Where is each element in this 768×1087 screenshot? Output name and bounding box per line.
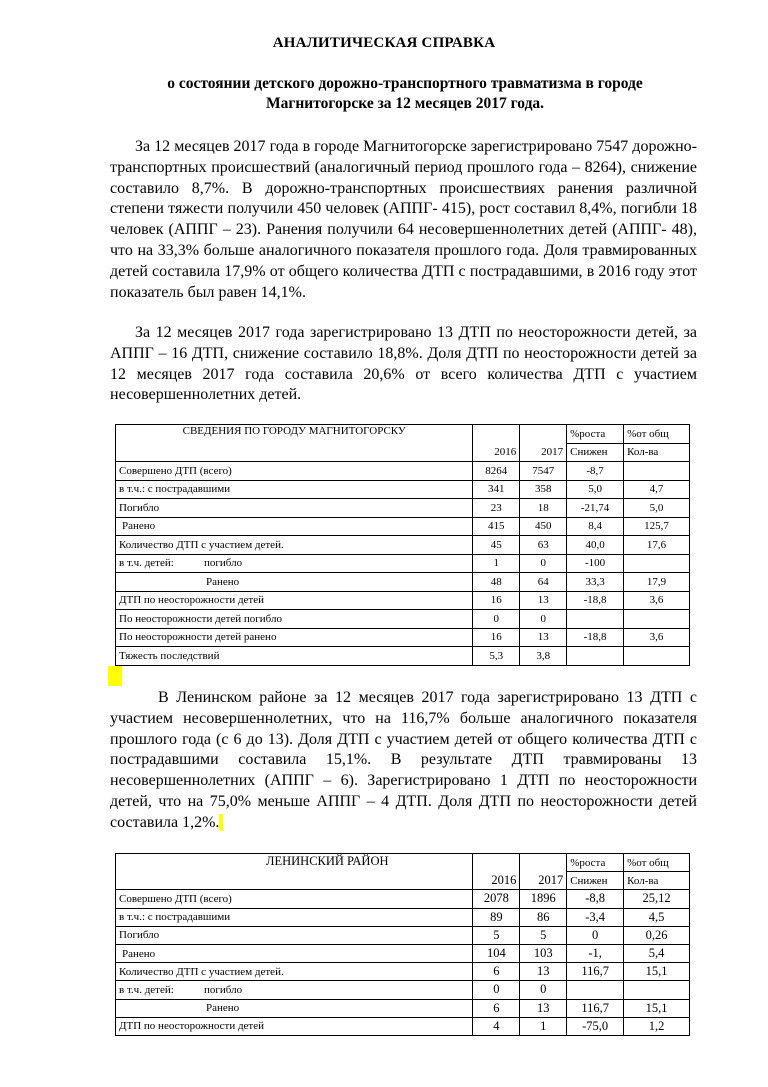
value-growth: 33,3	[567, 573, 624, 592]
header-growth-bottom: Снижен	[567, 872, 624, 890]
table-row	[116, 628, 690, 647]
row-label: Количество ДТП с участием детей.	[116, 963, 473, 981]
value-2017: 0	[520, 981, 567, 999]
header-share-top: %от общ	[624, 425, 690, 444]
value-growth: -21,74	[567, 499, 624, 518]
table-row	[116, 908, 690, 926]
row-label: Погибло	[116, 926, 473, 944]
table-row	[116, 647, 690, 666]
row-label: Погибло	[116, 499, 473, 518]
value-2017: 1896	[520, 890, 567, 908]
row-label-text: погибло	[204, 983, 243, 996]
header-share-bottom: Кол-ва	[624, 872, 690, 890]
row-label: По неосторожности детей погибло	[116, 610, 473, 629]
value-2017: 13	[520, 999, 567, 1017]
value-2016: 6	[473, 963, 520, 981]
header-growth-top: %роста	[567, 854, 624, 872]
value-growth: -18,8	[567, 628, 624, 647]
table-row	[116, 890, 690, 908]
value-2017: 18	[520, 499, 567, 518]
value-growth: -18,8	[567, 591, 624, 610]
subtitle-line-1: о состоянии детского дорожно-транспортного травматизма в городе	[167, 75, 643, 92]
row-label-prefix: в т.ч. детей:	[119, 557, 174, 570]
value-2016: 48	[473, 573, 520, 592]
table-row	[116, 981, 690, 999]
value-share: 1,2	[624, 1017, 690, 1035]
value-share: 4,5	[624, 908, 690, 926]
row-label: в т.ч.: с пострадавшими	[116, 480, 473, 499]
value-growth: 8,4	[567, 517, 624, 536]
header-share-top: %от общ	[624, 854, 690, 872]
value-2016: 16	[473, 591, 520, 610]
header-2016: 2016	[473, 443, 520, 462]
document-title: АНАЛИТИЧЕСКАЯ СПРАВКА	[272, 35, 496, 51]
row-label	[116, 554, 473, 573]
value-2017: 86	[520, 908, 567, 926]
value-growth: -3,4	[567, 908, 624, 926]
value-growth	[567, 610, 624, 629]
value-share	[624, 462, 690, 481]
value-2016: 5,3	[473, 647, 520, 666]
city-stats-table	[115, 424, 690, 666]
value-2016: 1	[473, 554, 520, 573]
value-2017: 13	[520, 963, 567, 981]
table-row	[116, 610, 690, 629]
header-2017: 2017	[520, 443, 567, 462]
value-2016: 2078	[473, 890, 520, 908]
value-growth: -1,	[567, 944, 624, 962]
row-label: ДТП по неосторожности детей	[116, 1017, 473, 1035]
value-2017: 3,8	[520, 647, 567, 666]
value-share	[624, 610, 690, 629]
table-row	[116, 963, 690, 981]
value-growth: -75,0	[567, 1017, 624, 1035]
value-2017: 0	[520, 554, 567, 573]
value-2017: 13	[520, 628, 567, 647]
highlight-mark-end	[219, 814, 223, 831]
table-row	[116, 554, 690, 573]
header-growth-top: %роста	[567, 425, 624, 444]
table-row	[116, 499, 690, 518]
row-label: Ранено	[116, 999, 473, 1017]
header-2016: 2016	[473, 872, 520, 890]
value-2016: 5	[473, 926, 520, 944]
table-row	[116, 944, 690, 962]
value-2016: 6	[473, 999, 520, 1017]
value-2016: 16	[473, 628, 520, 647]
value-2017: 13	[520, 591, 567, 610]
row-label: Ранено	[116, 944, 473, 962]
table-row	[116, 591, 690, 610]
header-growth-bottom: Снижен	[567, 443, 624, 462]
value-share: 25,12	[624, 890, 690, 908]
value-growth: -100	[567, 554, 624, 573]
value-2017: 64	[520, 573, 567, 592]
value-2016: 341	[473, 480, 520, 499]
value-2016: 104	[473, 944, 520, 962]
value-growth	[567, 647, 624, 666]
value-share: 15,1	[624, 963, 690, 981]
value-2016: 0	[473, 610, 520, 629]
row-label-text: погибло	[204, 557, 243, 570]
paragraph-child-fault: За 12 месяцев 2017 года зарегистрировано 13 ДТП по неосторожности детей, за АППГ – 16 ДТП, снижение составило 18,8%. Доля ДТП по неосторожности детей за 12 месяцев 2017 года составила 20,6% от всего количества ДТП с участием несовершеннолетних детей.	[110, 324, 697, 404]
header-share-bottom: Кол-ва	[624, 443, 690, 462]
table-title: СВЕДЕНИЯ ПО ГОРОДУ МАГНИТОГОРСКУ	[116, 425, 473, 462]
row-label: По неосторожности детей ранено	[116, 628, 473, 647]
table-row	[116, 462, 690, 481]
row-label: в т.ч.: с пострадавшими	[116, 908, 473, 926]
highlight-mark	[108, 666, 122, 686]
row-label: Совершено ДТП (всего)	[116, 890, 473, 908]
value-growth: -8,7	[567, 462, 624, 481]
table-header-row	[116, 854, 690, 872]
table-title: ЛЕНИНСКИЙ РАЙОН	[116, 854, 473, 890]
value-2016: 8264	[473, 462, 520, 481]
value-share: 3,6	[624, 628, 690, 647]
value-share: 5,0	[624, 499, 690, 518]
row-label: Совершено ДТП (всего)	[116, 462, 473, 481]
value-2017: 1	[520, 1017, 567, 1035]
paragraph-city-summary: За 12 месяцев 2017 года в городе Магнитогорске зарегистрировано 7547 дорожно-транспортных происшествий (аналогичный период прошлого года – 8264), снижение составило 8,7%. В дорожно-транспортных происшествиях ранения различной степени тяжести получили 450 человек (АППГ- 415), рост составил 8,4%, погибли 18 человек (АППГ – 23). Ранения получили 64 несовершеннолетних детей (АППГ- 48), что на 33,3% больше аналогичного показателя прошлого года. Доля травмированных детей составила 17,9% от общего количества ДТП с пострадавшими, в 2016 году этот показатель был равен 14,1%.	[110, 138, 697, 301]
value-growth: 40,0	[567, 536, 624, 555]
subtitle-line-2: Магнитогорске за 12 месяцев 2017 года.	[265, 95, 545, 112]
value-share	[624, 554, 690, 573]
row-label: Тяжесть последствий	[116, 647, 473, 666]
value-2017: 7547	[520, 462, 567, 481]
value-2016: 415	[473, 517, 520, 536]
value-2016: 23	[473, 499, 520, 518]
document-subtitle	[110, 74, 700, 114]
value-growth: 0	[567, 926, 624, 944]
value-share: 17,6	[624, 536, 690, 555]
value-share: 15,1	[624, 999, 690, 1017]
value-growth	[567, 981, 624, 999]
row-label: Количество ДТП с участием детей.	[116, 536, 473, 555]
table-row	[116, 480, 690, 499]
value-share: 0,26	[624, 926, 690, 944]
value-growth: 116,7	[567, 963, 624, 981]
row-label: Ранено	[116, 517, 473, 536]
table-row	[116, 999, 690, 1017]
header-2017: 2017	[520, 872, 567, 890]
table-row	[116, 926, 690, 944]
value-share: 5,4	[624, 944, 690, 962]
row-label: Ранено	[116, 573, 473, 592]
row-label-prefix: в т.ч. детей:	[119, 983, 174, 996]
paragraph-district-summary	[110, 688, 697, 834]
value-share: 125,7	[624, 517, 690, 536]
table-row	[116, 536, 690, 555]
value-2017: 0	[520, 610, 567, 629]
value-growth: 5,0	[567, 480, 624, 499]
value-2016: 4	[473, 1017, 520, 1035]
value-share: 3,6	[624, 591, 690, 610]
value-share: 17,9	[624, 573, 690, 592]
row-label: ДТП по неосторожности детей	[116, 591, 473, 610]
value-2016: 45	[473, 536, 520, 555]
value-share	[624, 647, 690, 666]
value-2017: 358	[520, 480, 567, 499]
paragraph-district-text: В Ленинском районе за 12 месяцев 2017 года зарегистрировано 13 ДТП с участием несовершеннолетних, что на 116,7% больше аналогичного показателя прошлого года (с 6 до 13). Доля ДТП с участием детей от общего количества ДТП с пострадавшими составила 15,1%. В результате ДТП травмированы 13 несовершеннолетних (АППГ – 6). Зарегистрировано 1 ДТП по неосторожности детей, что на 75,0% меньше АППГ – 4 ДТП. Доля ДТП по неосторожности детей составила 1,2%.	[110, 689, 697, 831]
table-row	[116, 573, 690, 592]
value-share: 4,7	[624, 480, 690, 499]
table-row	[116, 517, 690, 536]
value-share	[624, 981, 690, 999]
row-label	[116, 981, 473, 999]
value-2017: 450	[520, 517, 567, 536]
value-growth: -8,8	[567, 890, 624, 908]
value-2016: 0	[473, 981, 520, 999]
district-stats-table	[115, 853, 690, 1036]
value-growth: 116,7	[567, 999, 624, 1017]
value-2017: 63	[520, 536, 567, 555]
value-2017: 103	[520, 944, 567, 962]
table-header-row	[116, 425, 690, 444]
value-2017: 5	[520, 926, 567, 944]
table-row	[116, 1017, 690, 1035]
value-2016: 89	[473, 908, 520, 926]
